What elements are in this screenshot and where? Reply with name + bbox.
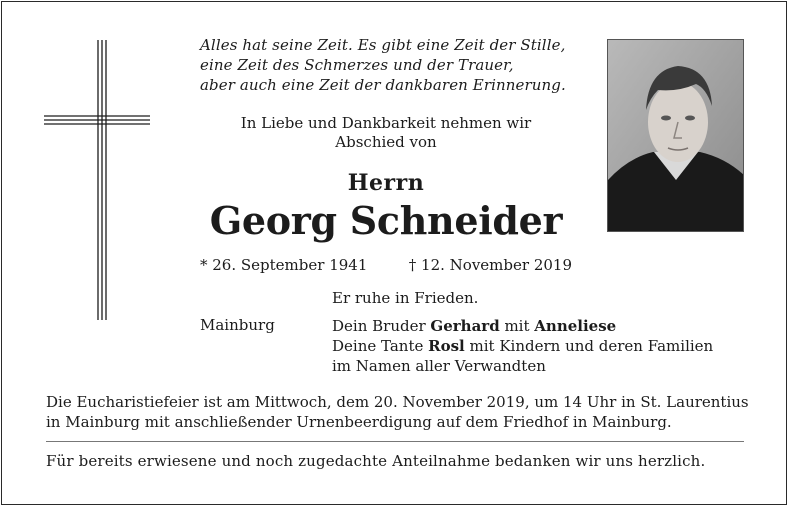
intro-line: Abschied von [335,133,437,151]
intro-text [200,114,572,152]
mourner-line [332,316,713,336]
quote-line: aber auch eine Zeit der dankbaren Erinnerung. [200,76,566,94]
death-date: † 12. November 2019 [408,256,572,274]
quote-line: eine Zeit des Schmerzes und der Trauer, [200,56,514,74]
intro-line: In Liebe und Dankbarkeit nehmen wir [240,114,532,132]
mourner-text: mit [499,317,535,335]
memorial-quote [200,35,580,95]
cross-icon [44,40,150,320]
mourner-text: Dein Bruder [332,317,431,335]
mourner-name: Rosl [428,337,465,355]
mourner-name: Gerhard [430,317,500,335]
mourner-text: mit Kindern und deren Familien [464,337,714,355]
quote-line: Alles hat seine Zeit. Es gibt eine Zeit der Stille, [200,36,566,54]
place-name: Mainburg [200,316,275,334]
salutation: Herrn [347,170,425,196]
birth-date: * 26. September 1941 [200,256,368,274]
mourner-line: im Namen aller Verwandten [332,357,546,375]
mourner-text: Deine Tante [332,337,429,355]
mourner-name: Anneliese [534,317,617,335]
deceased-name: Georg Schneider [209,198,563,243]
mourners-list [332,316,713,376]
ceremony-line: Die Eucharistiefeier ist am Mittwoch, dem 20. November 2019, um 14 Uhr in St. Laurentius [46,393,749,411]
mourner-line [332,336,713,356]
divider [46,441,744,442]
ceremony-line: in Mainburg mit anschließender Urnenbeerdigung auf dem Friedhof in Mainburg. [46,413,672,431]
thanks-text: Für bereits erwiesene und noch zugedachte Anteilnahme bedanken wir uns herzlich. [46,452,706,470]
rest-in-peace-text: Er ruhe in Frieden. [332,289,479,307]
portrait-photo [607,39,744,232]
ceremony-info [46,392,749,432]
